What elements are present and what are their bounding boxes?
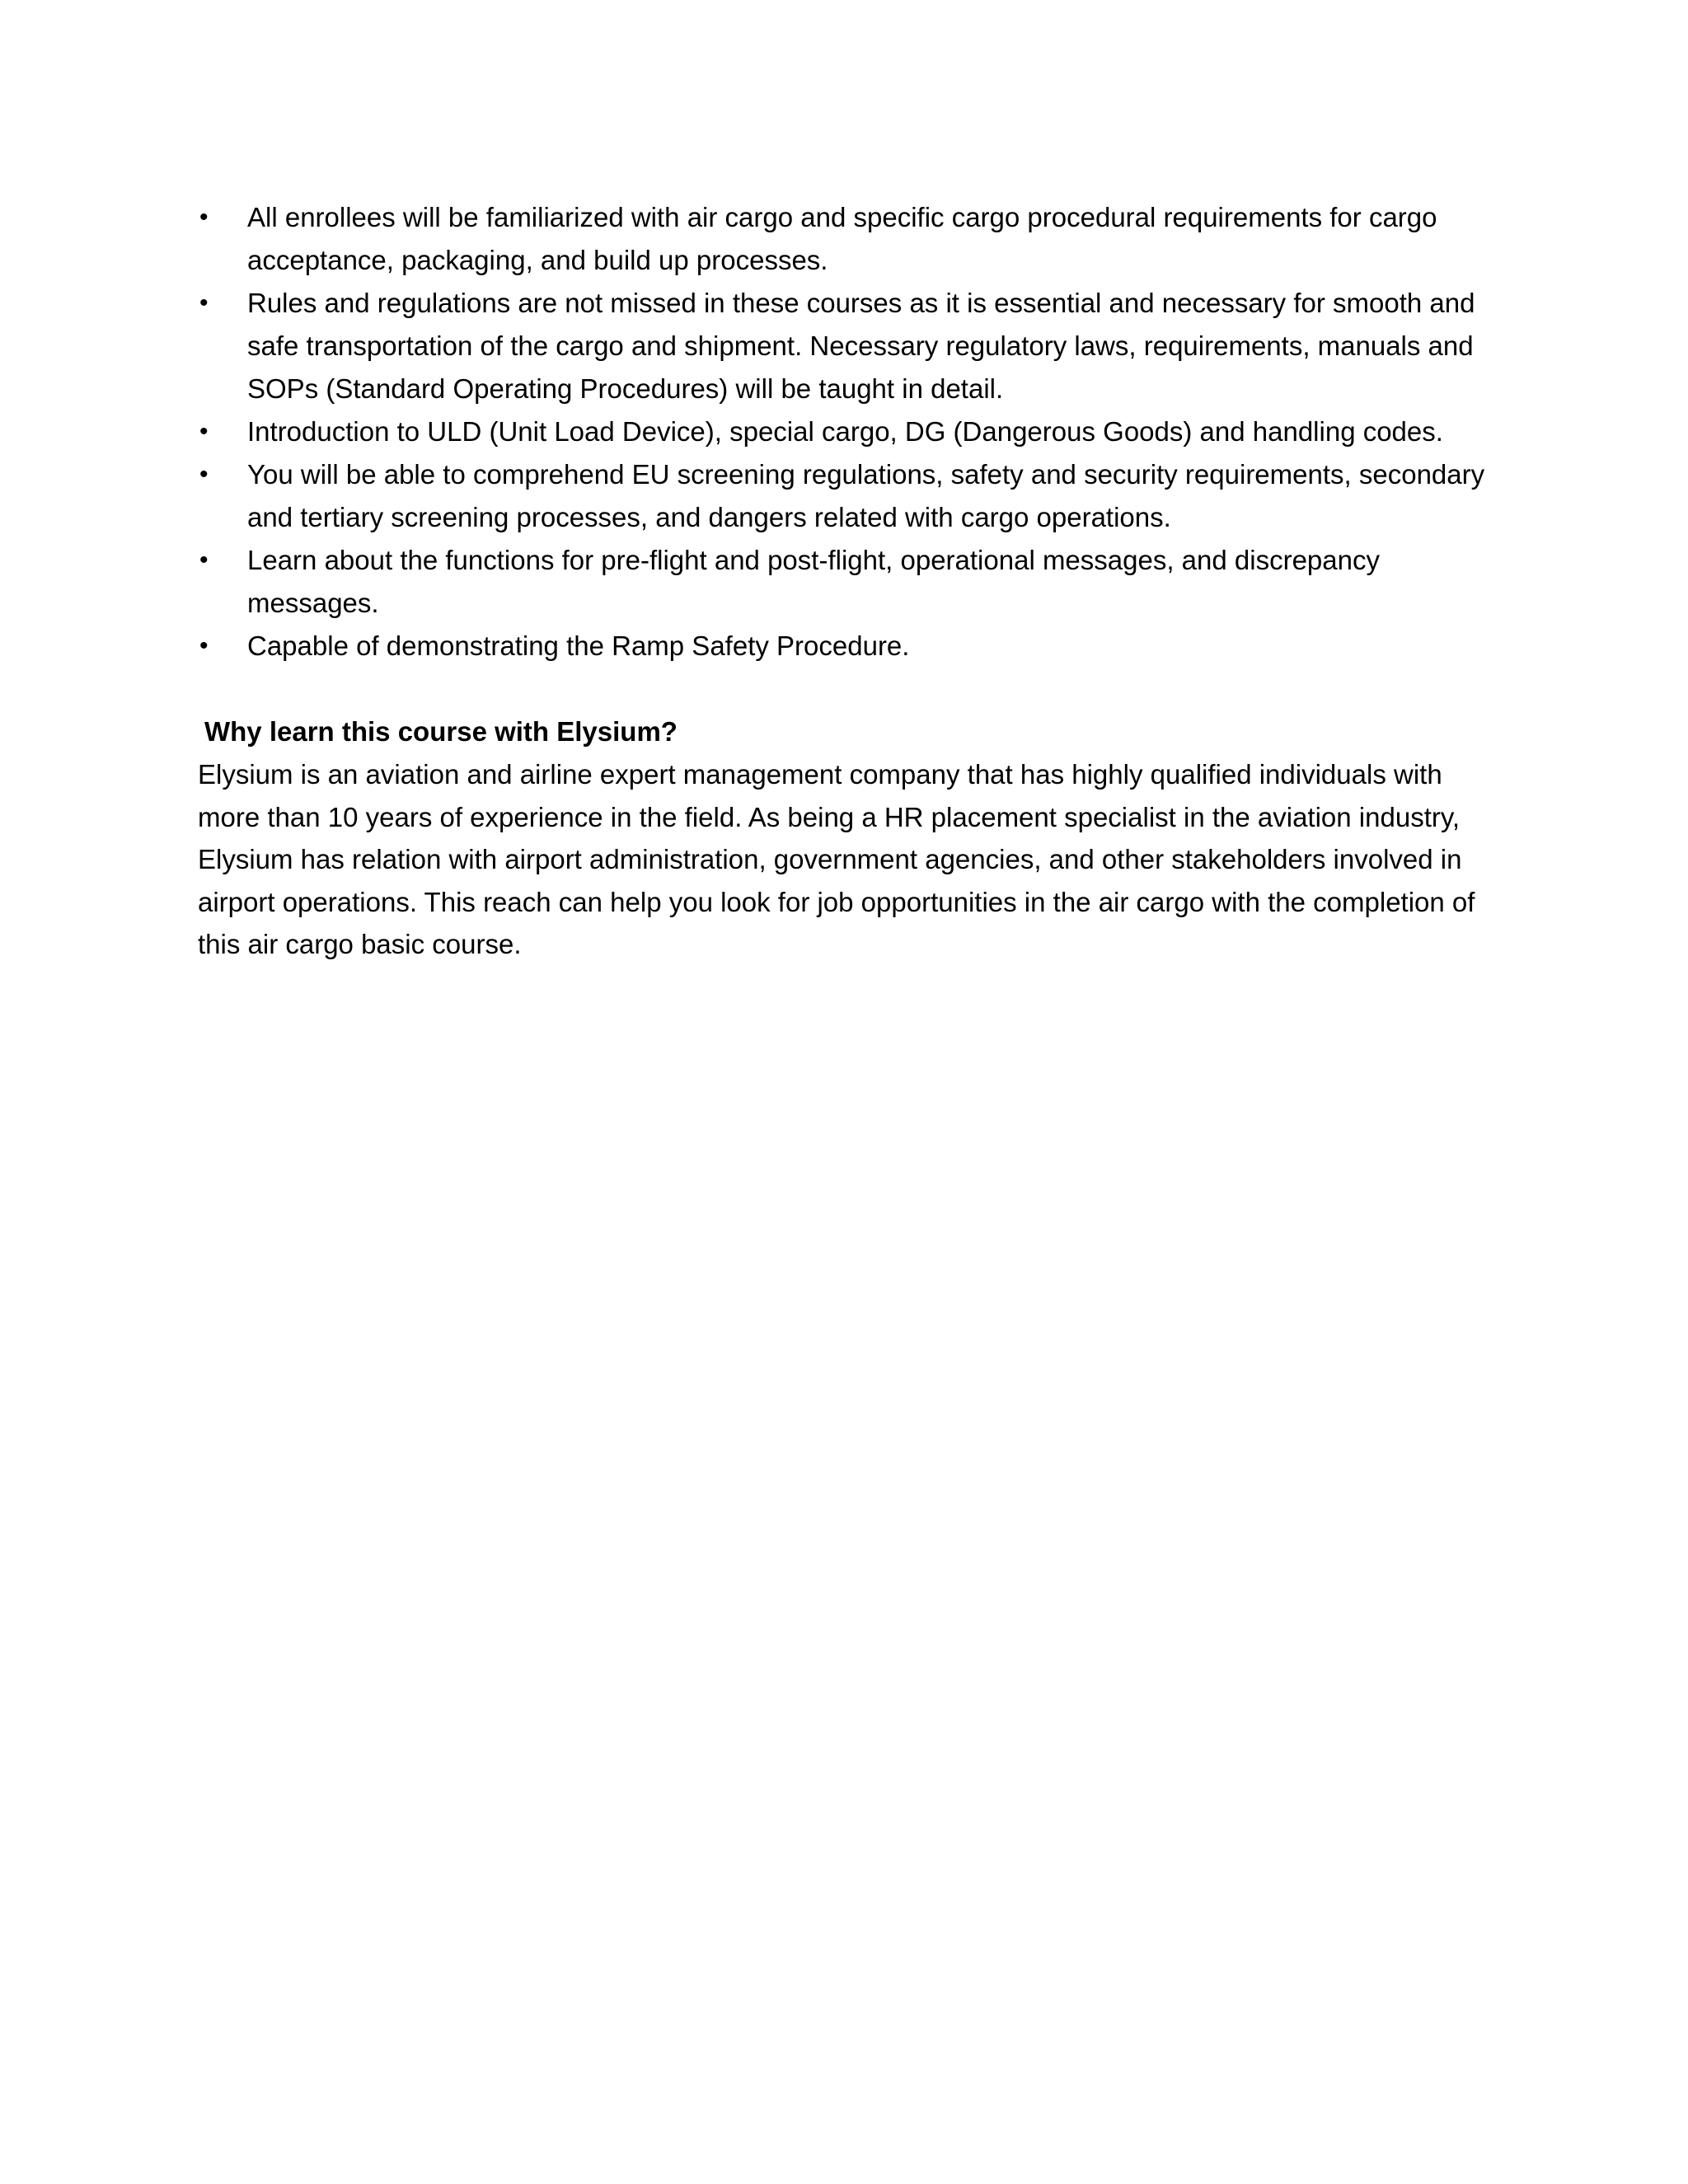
list-item	[198, 539, 1492, 625]
list-item-text: Learn about the functions for pre-flight and post-flight, operational messages, and discrepancy messages.	[247, 545, 1380, 618]
list-item	[198, 196, 1492, 282]
bullet-icon: •	[199, 632, 209, 659]
list-item-text: Rules and regulations are not missed in these courses as it is essential and necessary for smooth and safe transportation of the cargo and shipment. Necessary regulatory laws, requirements, manuals and SOPs (Standard Operating Procedures) will be taught in detail.	[247, 288, 1475, 404]
bullet-icon: •	[199, 418, 209, 445]
bullet-icon: •	[199, 204, 209, 231]
bullet-icon: •	[199, 546, 209, 574]
section-heading: Why learn this course with Elysium?	[204, 716, 678, 747]
list-item-text: Capable of demonstrating the Ramp Safety Procedure.	[247, 630, 910, 661]
elysium-description-paragraph: Elysium is an aviation and airline expert management company that has highly qualified individuals with more than 10 years of experience in the field. As being a HR placement specialist in the aviation industry, Elysium has relation with airport administration, government agencies, and other stakeholders involved in airport operations. This reach can help you look for job opportunities in the air cargo with the completion of this air cargo basic course.	[198, 759, 1475, 959]
bullet-icon: •	[199, 289, 209, 316]
list-item	[198, 282, 1492, 410]
list-item-text: You will be able to comprehend EU screening regulations, safety and security requirements, secondary and tertiary screening processes, and dangers related with cargo operations.	[247, 459, 1485, 532]
list-item	[198, 625, 1492, 668]
course-benefits-list	[198, 196, 1492, 668]
document-content	[198, 196, 1492, 966]
list-item-text: All enrollees will be familiarized with air cargo and specific cargo procedural requirements for cargo acceptance, packaging, and build up processes.	[247, 202, 1437, 275]
list-item	[198, 453, 1492, 539]
list-item	[198, 410, 1492, 453]
bullet-icon: •	[199, 461, 209, 488]
list-item-text: Introduction to ULD (Unit Load Device), special cargo, DG (Dangerous Goods) and handling codes.	[247, 416, 1443, 447]
